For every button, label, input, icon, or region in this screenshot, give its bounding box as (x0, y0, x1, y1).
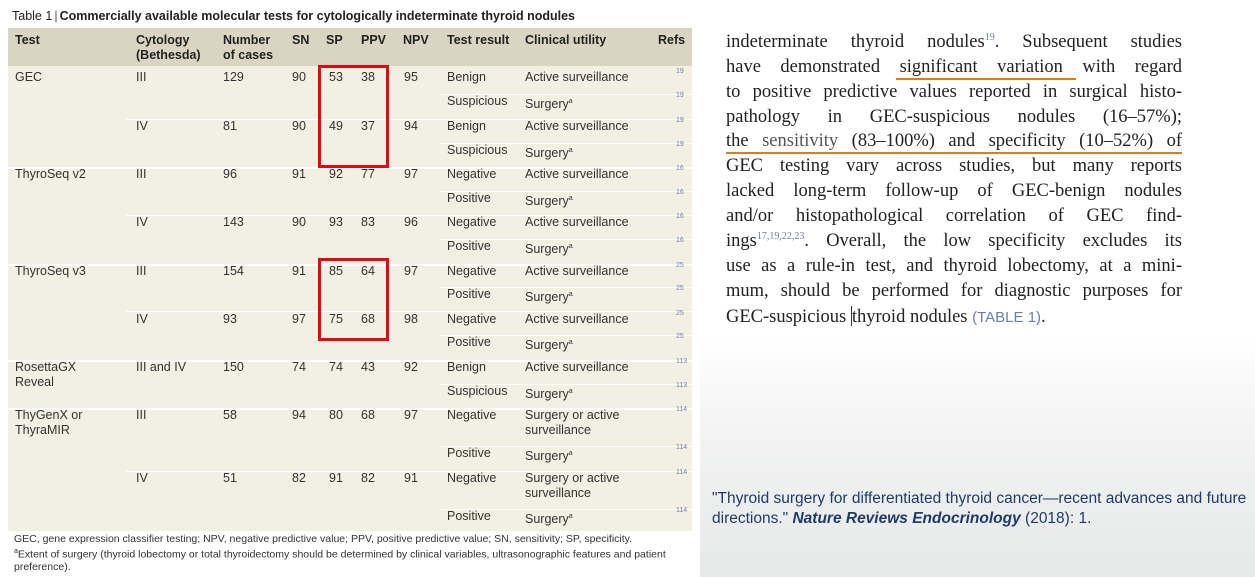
text-line: pathology in GEC-suspicious nodules (16–57%); (726, 107, 1182, 127)
cell-cases: 96 (223, 167, 237, 181)
text-line: to positive predictive values reported in surgical histo- (726, 82, 1182, 102)
cell-cytology: III and IV (136, 360, 187, 374)
cell-ref: 25 (676, 262, 684, 269)
text-line: mum, should be performed for diagnostic purposes for (726, 281, 1182, 301)
cell-cases: 150 (223, 360, 244, 374)
text-line: lacked long-term follow-up of GEC-benign nodules (726, 181, 1182, 201)
header-result: Test result (447, 33, 510, 47)
cell-utility: Surgery$^a$ (525, 449, 573, 464)
citation (712, 489, 1252, 529)
cell-utility: Active surveillance (525, 215, 629, 229)
footnote-mark: a (14, 547, 18, 555)
cell-utility: Surgery$^a$ (525, 387, 573, 402)
orange-underline (726, 152, 1182, 154)
cell-cases: 93 (223, 312, 237, 326)
cell-ppv: 64 (361, 264, 375, 278)
cell-utility: Surgery or active surveillance (525, 408, 620, 437)
cell-utility: Surgery$^a$ (525, 97, 573, 112)
cell-test: ThyGenX or ThyraMIR (15, 408, 83, 437)
cell-result: Suspicious (447, 143, 508, 157)
cell-test: RosettaGX Reveal (15, 360, 77, 389)
cell-ref: 19 (676, 141, 684, 148)
cell-ppv: 83 (361, 215, 375, 229)
surgery-footnote-mark: a (568, 98, 573, 105)
molecular-tests-table (8, 28, 692, 531)
cell-utility: Surgery$^a$ (525, 338, 573, 353)
cell-result: Benign (447, 360, 486, 374)
cell-sp: 93 (329, 215, 343, 229)
cell-utility: Surgery or active surveillance (525, 471, 620, 500)
cell-utility: Surgery$^a$ (525, 242, 573, 257)
surgery-footnote-mark: a (568, 291, 573, 298)
header-cytology: Cytology (Bethesda) (136, 33, 201, 62)
cell-result: Positive (447, 509, 491, 523)
cell-sn: 82 (292, 471, 306, 485)
header-refs: Refs (658, 33, 686, 47)
footnote-surgery-text: Extent of surgery (thyroid lobectomy or total thyroidectomy should be determined by clinical variables, ultrasonographic features and patient preference). (14, 548, 666, 573)
cell-ppv: 77 (361, 167, 375, 181)
highlight-box-gec (318, 65, 389, 168)
cell-ref: 113 (676, 382, 688, 389)
cell-ppv: 38 (361, 70, 375, 84)
cell-ref: 16 (676, 189, 684, 196)
surgery-footnote-mark: a (568, 243, 573, 250)
cell-result: Suspicious (447, 384, 508, 398)
cell-cases: 129 (223, 70, 244, 84)
cell-sp: 74 (329, 360, 343, 374)
orange-underline (896, 78, 1076, 80)
text-line: have demonstrated significant variation with regard (726, 57, 1182, 77)
table-header (8, 28, 692, 66)
cell-cases: 81 (223, 119, 237, 133)
cell-npv: 97 (404, 264, 418, 278)
cell-ref: 114 (676, 444, 688, 451)
highlight-box-thyroseq-v3 (318, 258, 389, 341)
cell-utility: Surgery$^a$ (525, 290, 573, 305)
cell-sn: 94 (292, 408, 306, 422)
cell-result: Negative (447, 215, 497, 229)
cell-ref: 25 (676, 310, 684, 317)
header-cases: Number of cases (223, 33, 274, 62)
cell-sn: 90 (292, 70, 306, 84)
text-line: and/or histopathological correlation of GEC find- (726, 206, 1182, 226)
cell-ppv: 68 (361, 312, 375, 326)
surgery-footnote-mark: a (568, 147, 573, 154)
text-line: indeterminate thyroid nodules$^{19}$. Subsequent studies (726, 32, 1182, 53)
cell-cytology: IV (136, 312, 148, 326)
cell-cytology: IV (136, 215, 148, 229)
cell-cytology: III (136, 264, 147, 278)
cell-ref: 16 (676, 165, 684, 172)
cell-result: Suspicious (447, 94, 508, 108)
cell-test: ThyroSeq v2 (15, 167, 86, 181)
cell-ref: 25 (676, 333, 684, 340)
surgery-footnote-mark: a (568, 195, 573, 202)
cell-ref: 114 (676, 507, 688, 514)
table-title: Commercially available molecular tests for cytologically indeterminate thyroid nodules (59, 9, 575, 23)
cell-utility: Active surveillance (525, 119, 629, 133)
cell-sp: 53 (329, 70, 343, 84)
cell-sn: 91 (292, 264, 306, 278)
cell-ref: 16 (676, 213, 684, 220)
cell-result: Positive (447, 287, 491, 301)
footnote-surgery (14, 546, 690, 574)
cell-result: Negative (447, 264, 497, 278)
cell-cases: 154 (223, 264, 244, 278)
cell-cases: 58 (223, 408, 237, 422)
cell-utility: Active surveillance (525, 167, 629, 181)
text-line: use as a rule-in test, and thyroid lobectomy, at a mini- (726, 256, 1182, 276)
cell-result: Benign (447, 119, 486, 133)
citation-year: (2018): 1. (1025, 510, 1092, 527)
footnote-abbreviations: GEC, gene expression classifier testing; NPV, negative predictive value; PPV, positive predictive value; SN, sensitivity; SP, specificity. (14, 533, 633, 545)
cell-sp: 85 (329, 264, 343, 278)
cell-sp: 49 (329, 119, 343, 133)
cell-ref: 25 (676, 285, 684, 292)
right-panel (700, 0, 1255, 577)
cell-ref: 19 (676, 117, 684, 124)
cell-utility: Surgery$^a$ (525, 146, 573, 161)
cell-utility: Surgery$^a$ (525, 194, 573, 209)
cell-cytology: IV (136, 471, 148, 485)
cell-cases: 51 (223, 471, 237, 485)
cell-ref: 16 (676, 237, 684, 244)
underlined-phrase: significant variation (899, 57, 1063, 77)
surgery-footnote-mark: a (568, 339, 573, 346)
header-sn: SN (292, 33, 310, 47)
table-label: Table 1 (12, 9, 53, 23)
surgery-footnote-mark: a (568, 450, 573, 457)
cell-sn: 74 (292, 360, 306, 374)
text-line: ings$^{17,19,22,23}$. Overall, the low specificity excludes its (726, 231, 1182, 252)
cell-ref: 113 (676, 358, 688, 365)
cell-npv: 97 (404, 408, 418, 422)
cell-sp: 91 (329, 471, 343, 485)
cell-sp: 92 (329, 167, 343, 181)
cell-utility: Active surveillance (525, 312, 629, 326)
cell-sn: 91 (292, 167, 306, 181)
table-link[interactable]: (TABLE 1) (972, 309, 1042, 326)
cell-sn: 90 (292, 119, 306, 133)
cell-ref: 19 (676, 92, 684, 99)
cell-npv: 97 (404, 167, 418, 181)
header-npv: NPV (403, 33, 429, 47)
cell-sp: 75 (329, 312, 343, 326)
citation-ref[interactable]: 19 (984, 32, 995, 43)
cell-ref: 114 (676, 406, 688, 413)
cell-result: Negative (447, 471, 497, 485)
cell-ppv: 82 (361, 471, 375, 485)
surgery-footnote-mark: a (568, 513, 573, 520)
cell-sn: 90 (292, 215, 306, 229)
cell-ppv: 43 (361, 360, 375, 374)
citation-journal: Nature Reviews Endocrinology (792, 510, 1021, 527)
text-line: GEC testing vary across studies, but many reports (726, 156, 1182, 176)
cell-utility: Active surveillance (525, 360, 629, 374)
text-line: the sensitivity (83–100%) and specificity (10–52%) of (726, 131, 1183, 151)
cell-result: Positive (447, 446, 491, 460)
cell-test: GEC (15, 70, 43, 84)
citation-ref[interactable]: 17,19,22,23 (756, 231, 805, 242)
cell-result: Negative (447, 408, 497, 422)
cell-cytology: III (136, 70, 147, 84)
cell-cytology: III (136, 408, 147, 422)
cell-npv: 98 (404, 312, 418, 326)
cell-ref: 19 (676, 68, 684, 75)
cell-test: ThyroSeq v3 (15, 264, 86, 278)
cell-cytology: III (136, 167, 147, 181)
cell-ref: 114 (676, 469, 688, 476)
table-footnote (14, 533, 690, 573)
cell-result: Benign (447, 70, 486, 84)
cell-result: Positive (447, 191, 491, 205)
text-line: GEC-suspicious thyroid nodules (TABLE 1). (726, 307, 1046, 327)
caption-separator: | (54, 9, 58, 23)
header-ppv: PPV (361, 33, 387, 47)
cell-utility: Active surveillance (525, 264, 629, 278)
cell-sn: 97 (292, 312, 306, 326)
cell-result: Positive (447, 239, 491, 253)
cell-utility: Active surveillance (525, 70, 629, 84)
cell-ppv: 68 (361, 408, 375, 422)
table-caption (12, 9, 575, 23)
cell-result: Positive (447, 335, 491, 349)
cell-cytology: IV (136, 119, 148, 133)
cell-result: Negative (447, 312, 497, 326)
table-panel (8, 6, 692, 574)
cell-ppv: 37 (361, 119, 375, 133)
cell-utility: Surgery$^a$ (525, 512, 573, 527)
header-sp: SP (326, 33, 343, 47)
cell-npv: 91 (404, 471, 418, 485)
header-test: Test (15, 33, 40, 47)
cell-cases: 143 (223, 215, 244, 229)
cell-npv: 94 (404, 119, 418, 133)
header-utility: Clinical utility (525, 33, 607, 47)
cell-result: Negative (447, 167, 497, 181)
surgery-footnote-mark: a (568, 388, 573, 395)
citation-quote: "Thyroid surgery for differentiated thyroid cancer—recent advances and future directions." (712, 490, 1247, 527)
cell-npv: 96 (404, 215, 418, 229)
cell-npv: 92 (404, 360, 418, 374)
highlighted-word: sensitivity (762, 131, 839, 151)
cell-sp: 80 (329, 408, 343, 422)
cell-npv: 95 (404, 70, 418, 84)
